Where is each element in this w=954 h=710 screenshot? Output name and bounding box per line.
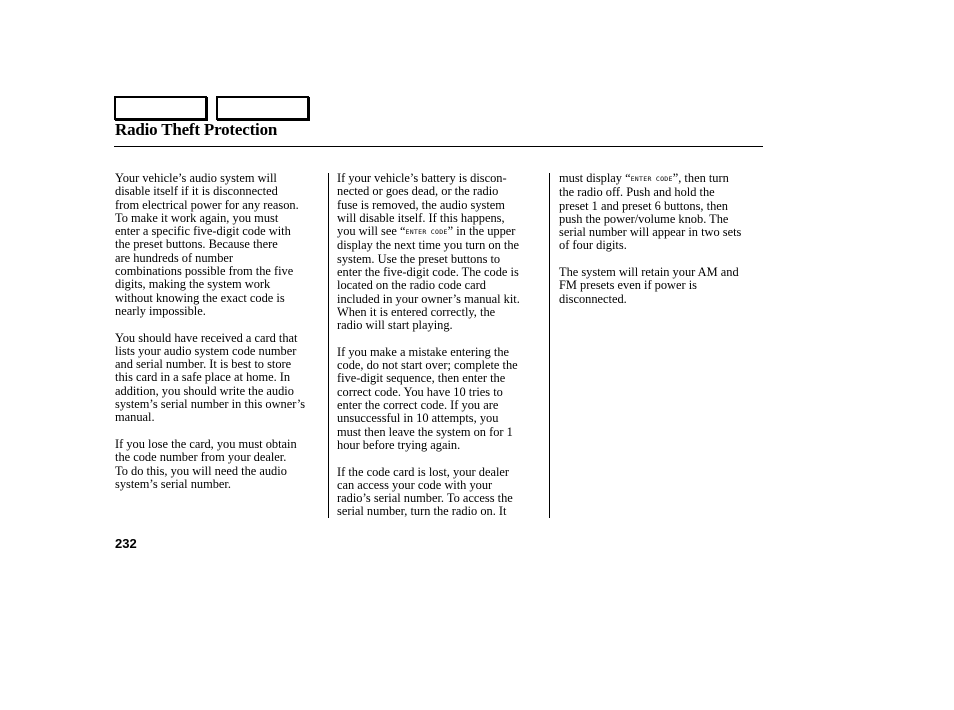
text-line: of four digits.: [559, 238, 627, 253]
text-line: and serial number. It is best to store: [115, 357, 292, 372]
text-line: radio will start playing.: [337, 318, 453, 333]
text-line: system’s serial number in this owner’s: [115, 397, 306, 412]
text-line: located on the radio code card: [337, 278, 486, 293]
paragraph: [115, 172, 327, 318]
text-line: code, do not start over; complete the: [337, 358, 518, 373]
text-line: enter a specific five-digit code with: [115, 224, 291, 239]
text-line: Your vehicle’s audio system will: [115, 171, 277, 185]
text-line: disconnected.: [559, 291, 627, 306]
title-divider: [114, 146, 763, 147]
text-line: nected or goes dead, or the radio: [337, 184, 499, 199]
text-line: To make it work again, you must: [115, 210, 279, 225]
paragraph: [337, 172, 542, 333]
text-line: serial number will appear in two sets: [559, 225, 742, 240]
nav-button-next[interactable]: [216, 96, 309, 120]
text-line: the code number from your dealer.: [115, 450, 287, 465]
text-line: You should have received a card that: [115, 330, 298, 345]
nav-button-prev[interactable]: [114, 96, 207, 120]
paragraph: [337, 466, 542, 519]
text-line: If the code card is lost, your dealer: [337, 464, 510, 479]
text-line: FM presets even if power is: [559, 278, 697, 293]
page-title: Radio Theft Protection: [115, 120, 278, 139]
text-column-2: [337, 172, 542, 532]
text-line: five-digit sequence, then enter the: [337, 371, 506, 386]
text-line: nearly impossible.: [115, 303, 206, 318]
text-line: this card in a safe place at home. In: [115, 370, 291, 385]
text-line: display the next time you turn on the: [337, 238, 520, 253]
text-line: enter the correct code. If you are: [337, 398, 499, 413]
page-number: 232: [115, 536, 137, 551]
text-line: If you lose the card, you must obtain: [115, 436, 297, 451]
text-line: must then leave the system on for 1: [337, 424, 513, 439]
text-line: If your vehicle’s battery is discon-: [337, 171, 507, 185]
text-line: disable itself if it is disconnected: [115, 184, 278, 199]
text-line: the preset buttons. Because there: [115, 237, 278, 252]
text-line: combinations possible from the five: [115, 264, 294, 279]
paragraph: [337, 346, 542, 452]
text-line: the radio off. Push and hold the: [559, 185, 715, 200]
text-line: you will see “ENTER CODE” in the upper: [337, 224, 516, 239]
text-line: preset 1 and preset 6 buttons, then: [559, 198, 728, 213]
text-line: correct code. You have 10 tries to: [337, 384, 503, 399]
text-line: The system will retain your AM and: [559, 265, 739, 280]
text-line: system’s serial number.: [115, 476, 231, 491]
text-line: To do this, you will need the audio: [115, 463, 287, 478]
text-line: lists your audio system code number: [115, 343, 297, 358]
text-line: without knowing the exact code is: [115, 290, 285, 305]
text-line: addition, you should write the audio: [115, 383, 294, 398]
text-line: system. Use the preset buttons to: [337, 251, 501, 266]
text-line: enter the five-digit code. The code is: [337, 265, 519, 280]
text-line: serial number, turn the radio on. It: [337, 504, 507, 519]
text-column-3: [559, 172, 764, 319]
paragraph: [559, 266, 764, 306]
text-line: digits, making the system work: [115, 277, 271, 292]
text-line: If you make a mistake entering the: [337, 344, 510, 359]
text-line: push the power/volume knob. The: [559, 211, 729, 226]
paragraph: [115, 438, 327, 491]
column-divider: [328, 173, 329, 518]
text-line: from electrical power for any reason.: [115, 197, 299, 212]
text-line: manual.: [115, 410, 155, 425]
column-divider: [549, 173, 550, 518]
text-line: must display “ENTER CODE”, then turn: [559, 171, 729, 185]
text-line: are hundreds of number: [115, 250, 234, 265]
text-line: fuse is removed, the audio system: [337, 197, 505, 212]
paragraph: [559, 172, 764, 253]
paragraph: [115, 332, 327, 425]
text-line: included in your owner’s manual kit.: [337, 291, 520, 306]
text-line: will disable itself. If this happens,: [337, 210, 505, 225]
text-column-1: [115, 172, 327, 504]
text-line: can access your code with your: [337, 477, 493, 492]
text-line: unsuccessful in 10 attempts, you: [337, 411, 499, 426]
text-line: hour before trying again.: [337, 437, 461, 452]
text-line: When it is entered correctly, the: [337, 304, 496, 319]
text-line: radio’s serial number. To access the: [337, 491, 513, 506]
